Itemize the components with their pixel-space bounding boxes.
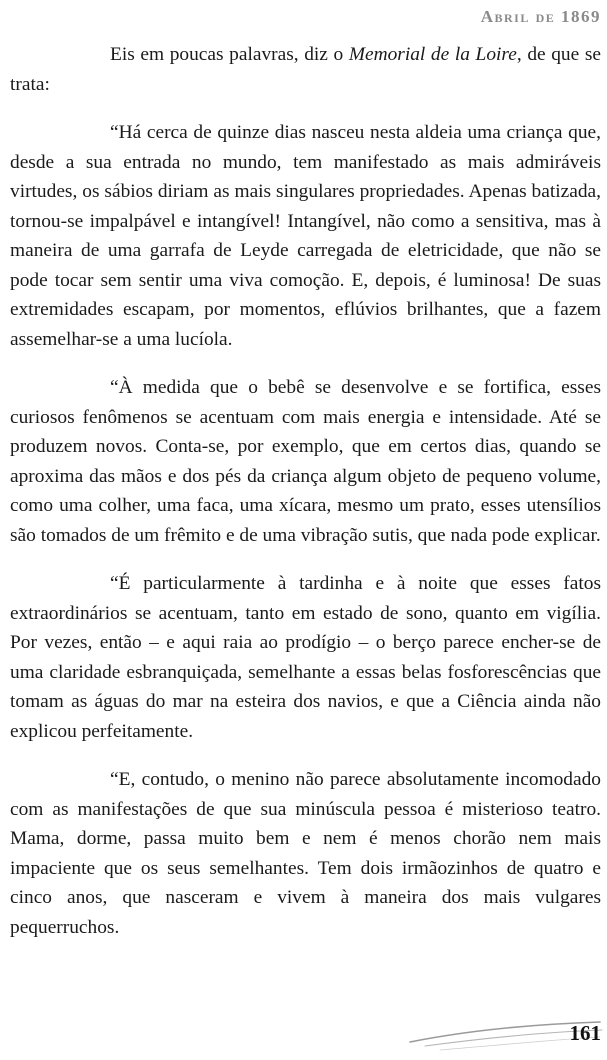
running-header: Abril de 1869 — [480, 7, 601, 26]
publication-title: Memorial de la Loire — [348, 44, 517, 65]
paragraph-2: “À medida que o bebê se desenvolve e se fortifica, esses curiosos fenômenos se acentuam com mais energia e intensidade. Até se produzem novos. Conta-se, por exemplo, que em certos dias, quando se aproxima das mãos e dos pés da criança algum objeto de pequeno volume, como uma colher, uma faca, uma xícara, mesmo um prato, esses utensílios são tomados de um frêmito e de uma vibração sutis, que nada pode explicar. — [10, 377, 601, 546]
swoosh-ornament-icon — [0, 1000, 607, 1060]
page-footer — [0, 1000, 607, 1060]
paragraph-intro — [10, 40, 601, 99]
paragraph-3: “É particularmente à tardinha e à noite que esses fatos extraordinários se acentuam, tanto em estado de sono, quanto em vigília. Por vezes, então – e aqui raia ao prodígio – o berço parece encher-se de uma claridade esbranquiçada, semelhante a essas belas fosforescências que tomam as águas do mar na esteira dos navios, e que a Ciência ainda não explicou perfeitamente. — [10, 573, 601, 742]
paragraph-1: “Há cerca de quinze dias nasceu nesta aldeia uma criança que, desde a sua entrada no mundo, tem manifestado as mais admiráveis virtudes, os sábios diriam as mais singulares propriedades. Apenas batizada, tornou-se impalpável e intangível! Intangível, não como a sensitiva, mas à maneira de uma garrafa de Leyde carregada de eletricidade, que não se pode tocar sem sentir uma viva comoção. E, depois, é luminosa! De suas extremidades escapam, por momentos, eflúvios brilhantes, que a fazem assemelhar-se a uma lucíola. — [10, 122, 601, 350]
paragraph-intro-after: , de que se trata: — [10, 44, 602, 95]
page-number: 161 — [569, 1021, 601, 1045]
paragraph-4: “E, contudo, o menino não parece absolutamente incomodado com as manifestações de que sua minúscula pessoa é misterioso teatro. Mama, dorme, passa muito bem e nem é menos chorão nem mais impaciente que os seus semelhantes. Tem dois irmãozinhos de quatro e cinco anos, que nasceram e vivem à maneira dos mais vulgares pequerruchos. — [10, 769, 601, 938]
body-text — [10, 40, 601, 961]
paragraph-intro-before: Eis em poucas palavras, diz o — [110, 44, 349, 65]
